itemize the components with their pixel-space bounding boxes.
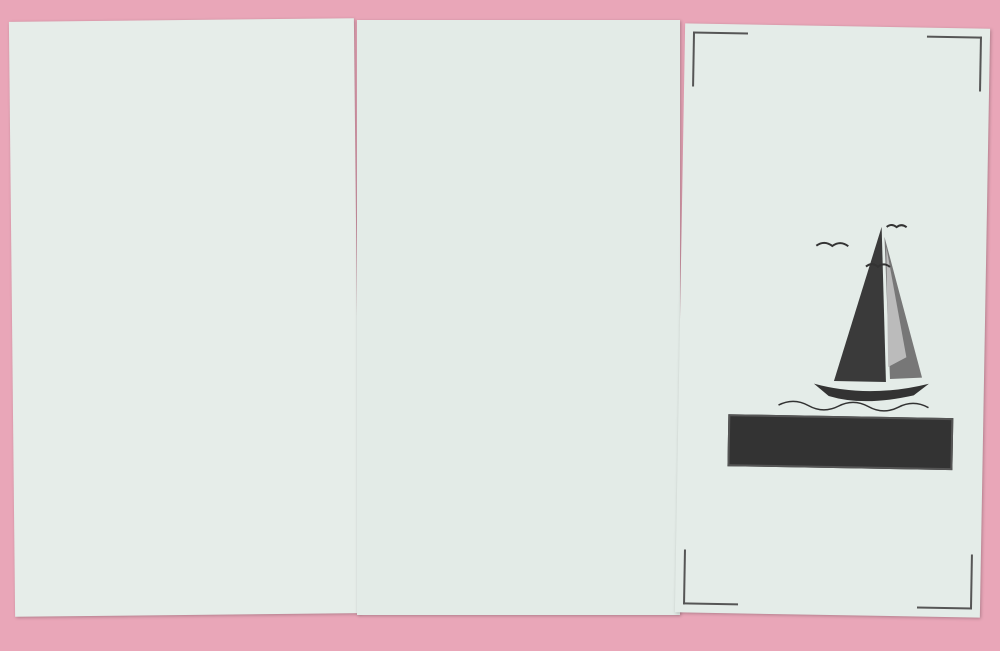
kj-restaurant-banner bbox=[727, 414, 953, 470]
phone-number bbox=[697, 485, 822, 487]
corner-ornament bbox=[683, 549, 739, 605]
open-days bbox=[697, 485, 822, 487]
location-valley-center bbox=[837, 481, 962, 489]
menu-cover-panel bbox=[675, 23, 990, 617]
open-hours bbox=[837, 487, 962, 489]
phone-number bbox=[837, 487, 962, 489]
address-line bbox=[697, 485, 822, 487]
corner-ornament bbox=[926, 36, 982, 92]
open-hours bbox=[697, 485, 822, 487]
menu-panel-middle bbox=[357, 20, 680, 615]
address-line bbox=[837, 487, 962, 489]
sailboat-illustration bbox=[773, 205, 947, 418]
location-las-vegas bbox=[697, 479, 822, 487]
open-hours-label bbox=[837, 487, 962, 489]
open-hours-label bbox=[837, 487, 962, 489]
open-hours bbox=[837, 487, 962, 489]
open-days bbox=[837, 487, 962, 489]
address-line bbox=[697, 485, 822, 487]
location-name bbox=[697, 479, 822, 481]
menu-panel-left bbox=[9, 18, 360, 617]
calligraphy-title bbox=[703, 122, 773, 126]
corner-ornament bbox=[692, 32, 748, 88]
address-line bbox=[837, 487, 962, 489]
location-name bbox=[837, 481, 962, 483]
corner-ornament bbox=[917, 554, 973, 610]
